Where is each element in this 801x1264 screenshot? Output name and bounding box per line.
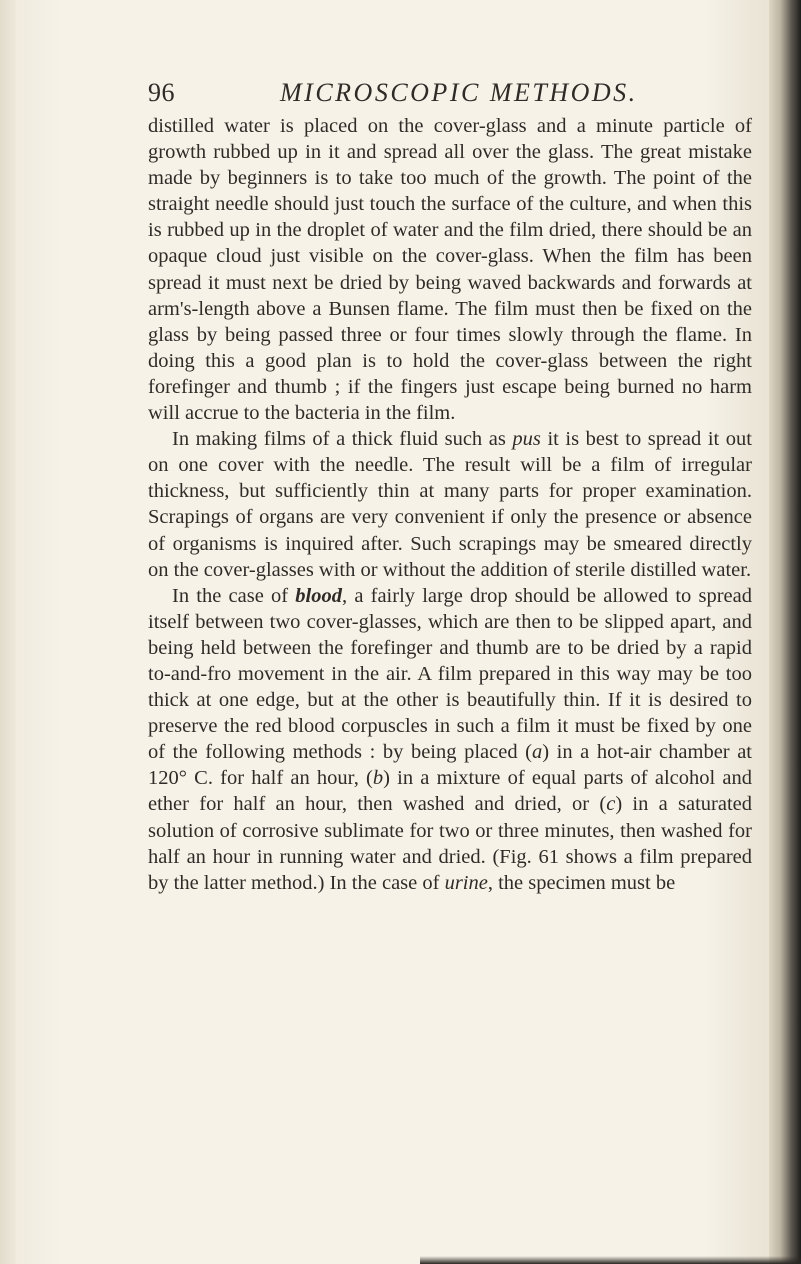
text-run: ) in a mixture of equal parts of alcohol and ether for half an hour, then washed and dried, or ( (148, 767, 752, 816)
italic-letter-c: c (606, 793, 616, 816)
page-header (148, 78, 768, 108)
page-number: 96 (148, 78, 175, 107)
italic-term-pus: pus (512, 428, 541, 451)
italic-letter-a: a (531, 741, 543, 764)
body-text (148, 113, 752, 896)
italic-term-urine: urine (444, 871, 488, 894)
italic-letter-b: b (372, 767, 384, 790)
text-run: In the case of (172, 584, 296, 607)
text-run: ) in a hot-air chamber at 120° C. for half an hour, ( (148, 741, 752, 790)
text-run: , the specimen must be (487, 871, 676, 894)
page-binding-shadow (769, 0, 801, 1264)
text-run: it is best to spread it out on one cover with the needle. The result will be a film of irregular thickness, but sufficiently thin at many parts for proper examination. Scrapings of organs are very convenient if only the presence or absence of organisms is inquired after. Such scrapings may be smeared directly on the cover-glasses with or without the addition of sterile distilled water. (148, 428, 752, 581)
paragraph (148, 583, 752, 896)
paragraph (148, 113, 752, 426)
text-run: ) in a saturated solution of corrosive sublimate for two or three minutes, then washed for half an hour in running water and dried. (Fig. 61 shows a film prepared by the latter method.) In the case of (148, 793, 752, 894)
page-bottom-shadow (420, 1256, 801, 1264)
text-run: distilled water is placed on the cover-glass and a minute particle of growth rubbed up in it and spread all over the glass. The great mistake made by beginners is to take too much of the growth. The point of the straight needle should just touch the surface of the culture, and when this is rubbed up in the droplet of water and the film dried, there should be an opaque cloud just visible on the cover-glass. When the film has been spread it must next be dried by being waved backwards and forwards at arm's-length above a Bunsen flame. The film must then be fixed on the glass by being passed three or four times slowly through the flame. In doing this a good plan is to hold the cover-glass between the right forefinger and thumb ; if the fingers just escape being burned no harm will accrue to the bacteria in the film. (148, 115, 752, 425)
text-run: In making films of a thick fluid such as (172, 428, 513, 451)
paragraph (148, 426, 752, 583)
running-head: MICROSCOPIC METHODS. (280, 78, 638, 107)
page-left-edge (0, 0, 16, 1264)
text-run: , a fairly large drop should be allowed to spread itself between two cover-glasses, which are then to be slipped apart, and being held between the forefinger and thumb are to be dried by a rapid to-and-fro movement in the air. A film prepared in this way may be too thick at one edge, but at the other is beautifully thin. If it is desired to preserve the red blood corpuscles in such a film it must be fixed by one of the following methods : by being placed ( (148, 584, 752, 764)
bold-italic-term-blood: blood (295, 584, 342, 607)
